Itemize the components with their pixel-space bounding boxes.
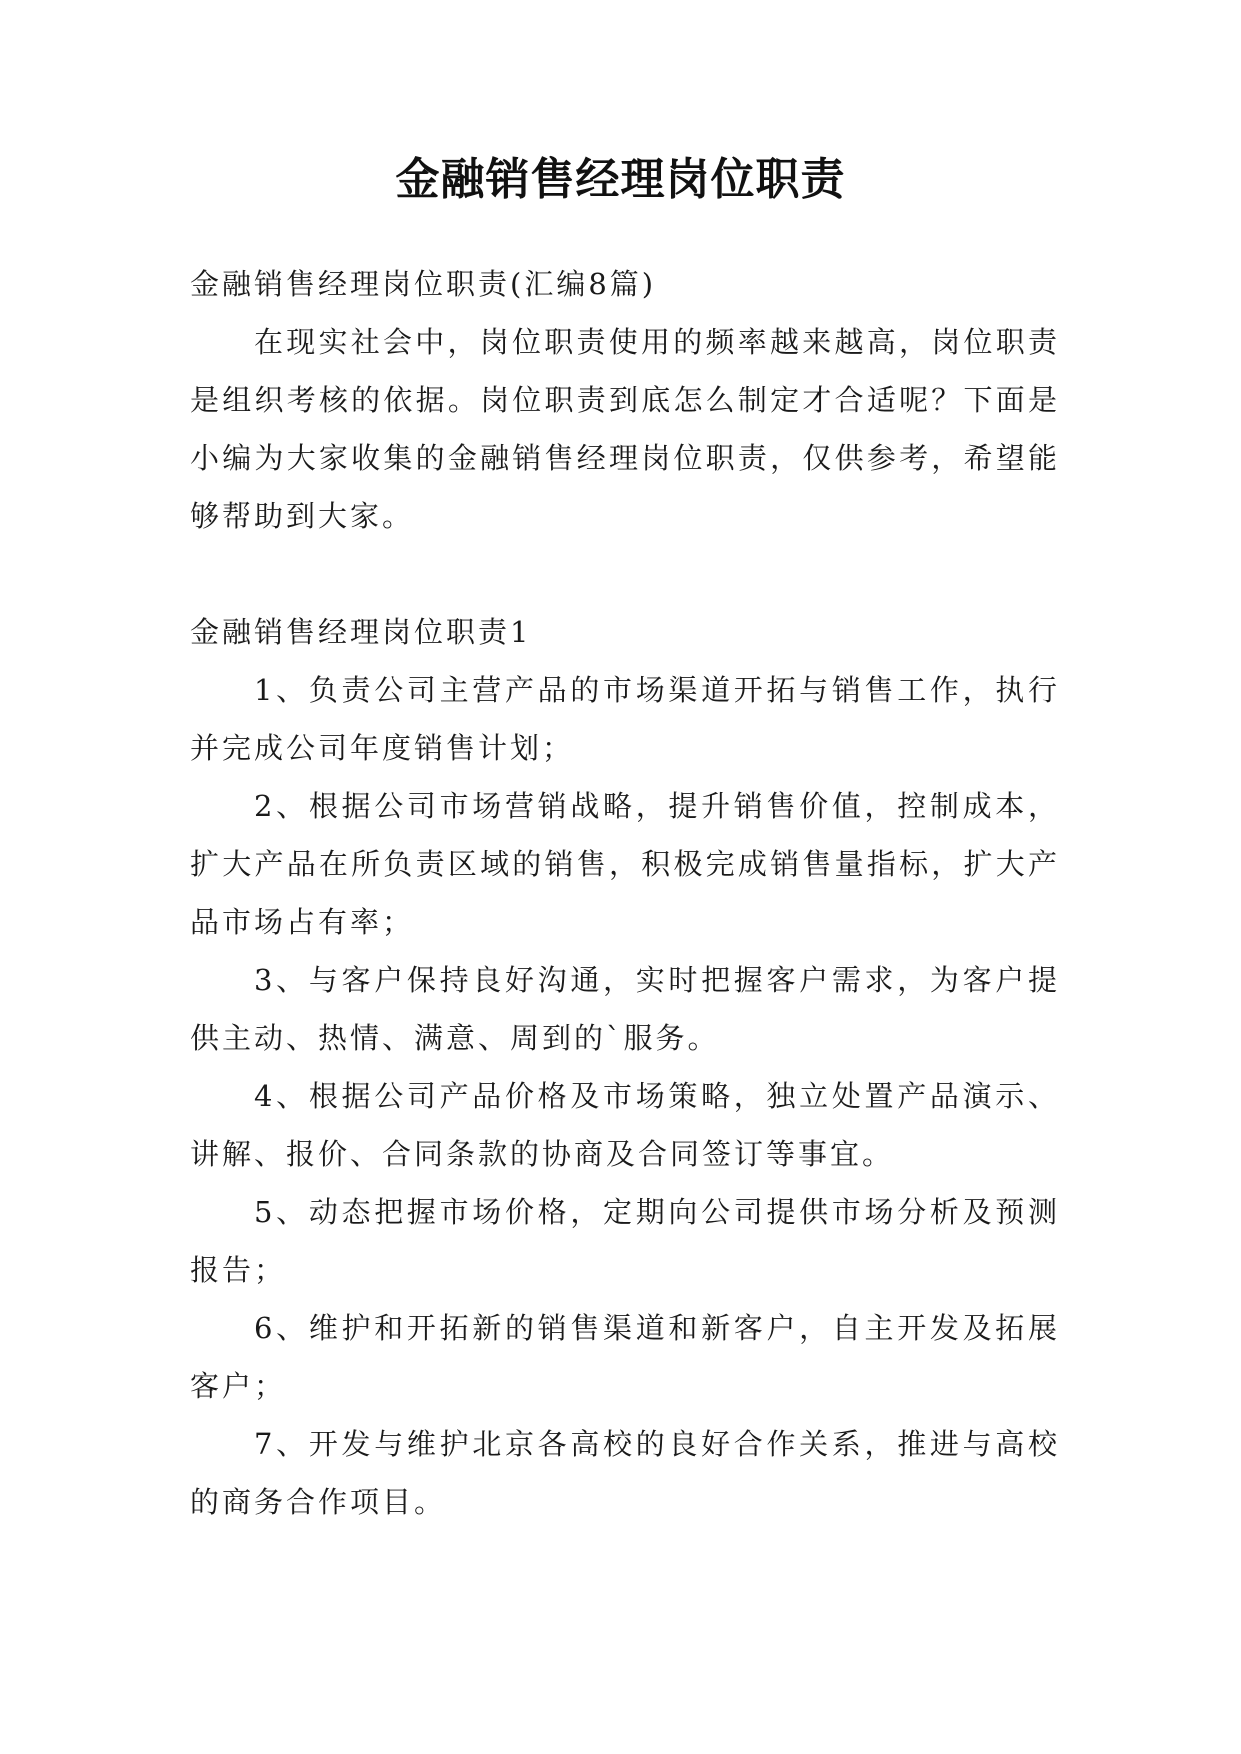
duty-item-6: 6、维护和开拓新的销售渠道和新客户，自主开发及拓展客户； (190, 1311, 1060, 1403)
duty-item-5: 5、动态把握市场价格，定期向公司提供市场分析及预测报告； (190, 1195, 1060, 1287)
duty-item-1: 1、负责公司主营产品的市场渠道开拓与销售工作，执行并完成公司年度销售计划； (190, 673, 1060, 765)
section-heading: 金融销售经理岗位职责1 (190, 615, 532, 649)
duty-item-3: 3、与客户保持良好沟通，实时把握客户需求，为客户提供主动、热情、满意、周到的`服务。 (190, 963, 1060, 1055)
duty-item-7: 7、开发与维护北京各高校的良好合作关系，推进与高校的商务合作项目。 (190, 1427, 1060, 1519)
duty-item-2: 2、根据公司市场营销战略，提升销售价值，控制成本，扩大产品在所负责区域的销售，积极完成销售量指标，扩大产品市场占有率； (190, 789, 1060, 939)
document-subtitle: 金融销售经理岗位职责(汇编8篇) (190, 267, 657, 301)
document-title: 金融销售经理岗位职责 (395, 154, 846, 205)
document-body (190, 255, 1060, 1531)
intro-paragraph: 在现实社会中，岗位职责使用的频率越来越高，岗位职责是组织考核的依据。岗位职责到底怎么制定才合适呢？下面是小编为大家收集的金融销售经理岗位职责，仅供参考，希望能够帮助到大家。 (190, 325, 1060, 533)
paragraph-gap (190, 545, 1060, 603)
duty-item-4: 4、根据公司产品价格及市场策略，独立处置产品演示、讲解、报价、合同条款的协商及合同签订等事宜。 (190, 1079, 1060, 1171)
